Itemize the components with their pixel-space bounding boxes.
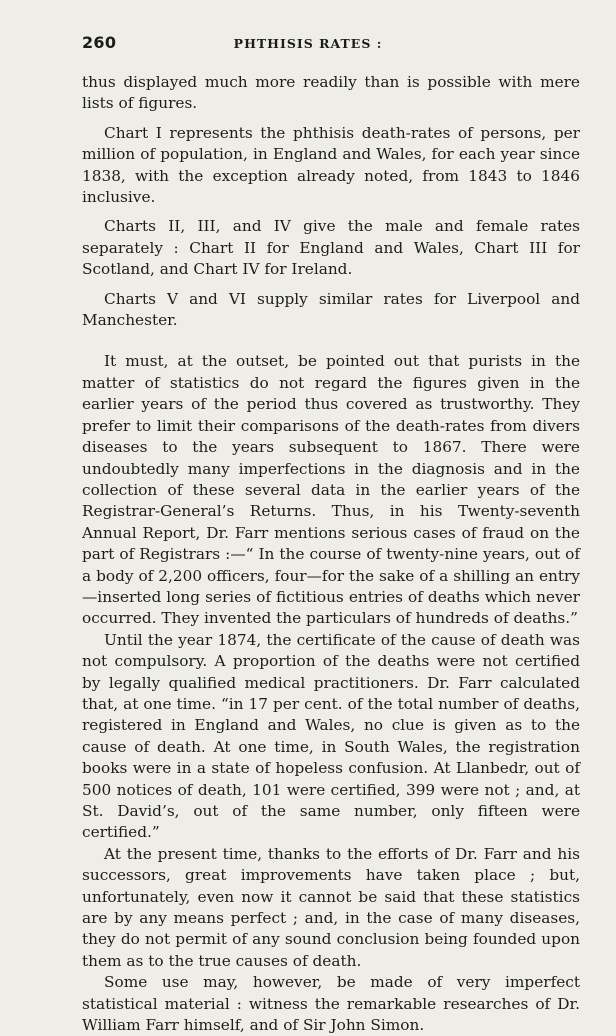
paragraph-imperfect-material: Some use may, however, be made of very imperfect statistical material : witness the remarkable researches of Dr. William Farr himself, and of Sir John Simon. [82,973,580,1035]
paragraph-charts-two-to-four: Charts II, III, and IV give the male and female rates separately : Chart II for England and Wales, Chart III for Scotland, and Chart IV for Ireland. [82,217,580,279]
paragraph-purists: It must, at the outset, be pointed out that purists in the matter of statistics do not regard the figures given in the earlier years of the period thus covered as trustworthy. They prefer to limit their comparisons of the death-rates from divers diseases to the years subsequent to 1867. There were undoubtedly many imperfections in the diagnosis and in the collection of these several data in the earlier years of the Registrar-General’s Returns. Thus, in his Twenty-seventh Annual Report, Dr. Farr mentions serious cases of fraud on the part of Registrars :—“ In the course of twenty-nine years, out of a body of 2,200 officers, four—for the sake of a shilling an entry—inserted long series of fictitious entries of deaths which never occurred. They invented the particulars of hundreds of deaths.” [82,352,580,628]
paragraph-present-time: At the present time, thanks to the efforts of Dr. Farr and his successors, great improvements have taken place ; but, unfortunately, even now it cannot be said that these statistics are by any means perfect ; and, in the case of many diseases, they do not permit of any sound conclusion being founded upon them as to the true causes of death. [82,844,580,970]
body-text [82,72,580,1036]
paragraph-certificate: Until the year 1874, the certificate of the cause of death was not compulsory. A proportion of the deaths were not certified by legally qualified medical practitioners. Dr. Farr calculated that, at one time. “in 17 per cent. of the total number of deaths, registered in England and Wales, no clue is given as to the cause of death. At one time, in South Wales, the registration books were in a state of hopeless confusion. At Llanbedr, out of 500 notices of death, 101 were certified, 399 were not ; and, at St. David’s, out of the same number, only fifteen were certified.” [82,630,580,842]
paragraph-chart-one: Chart I represents the phthisis death-rates of persons, per million of population, in England and Wales, for each year since 1838, with the exception already noted, from 1843 to 1846 inclusive. [82,123,580,207]
running-header: PHTHISIS RATES : [233,36,383,51]
page-number: 260 [82,33,117,52]
paragraph-continuation: thus displayed much more readily than is possible with mere lists of figures. [82,73,580,113]
paragraph-charts-five-six: Charts V and VI supply similar rates for Liverpool and Manchester. [82,289,580,330]
